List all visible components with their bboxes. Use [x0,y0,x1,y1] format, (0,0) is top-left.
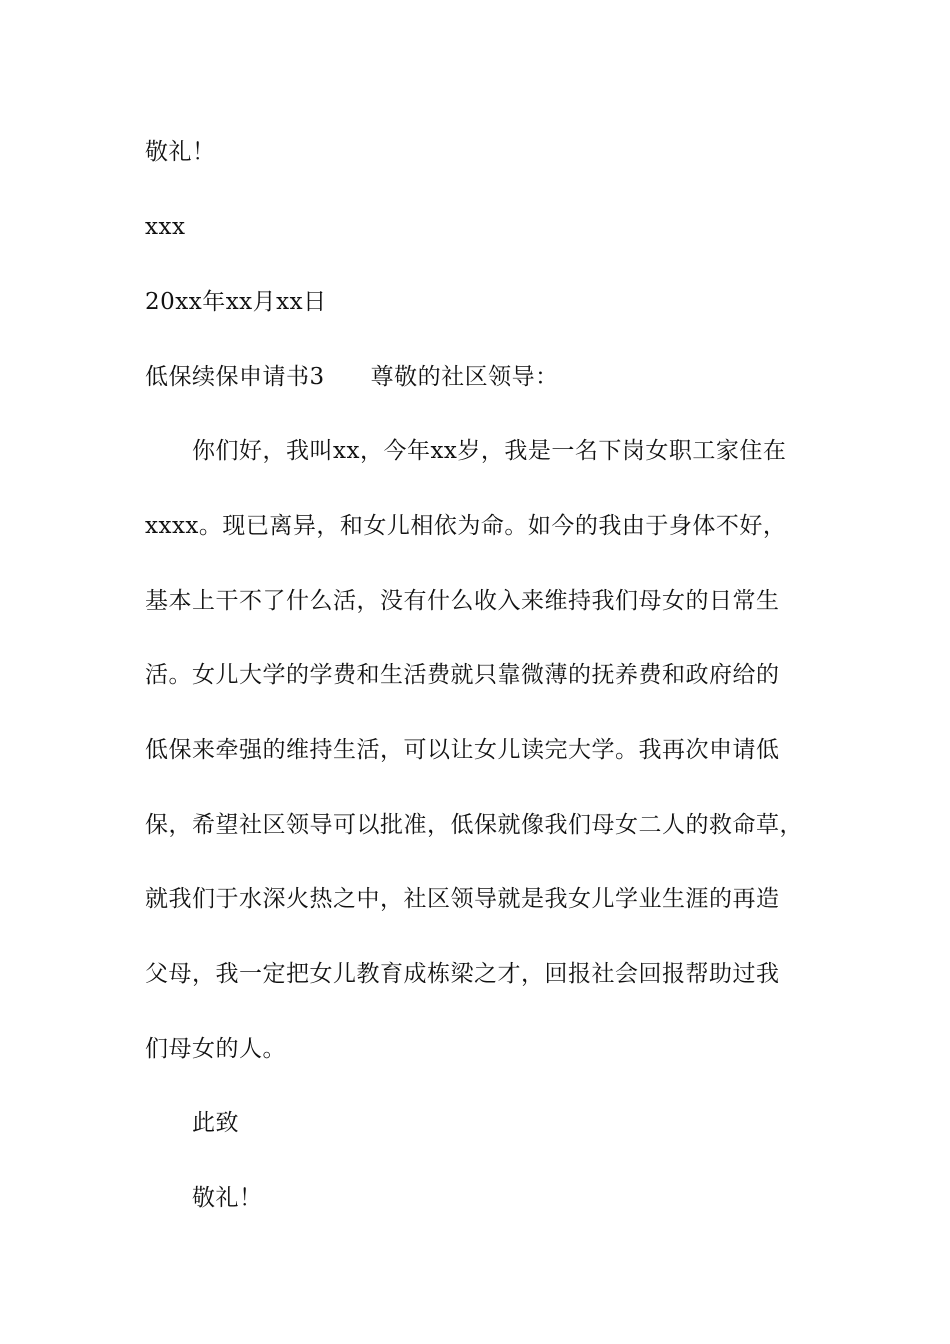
closing-regards: 此致 [192,1110,239,1136]
body-line: 基本上干不了什么活，没有什么收入来维持我们母女的日常生 [145,588,780,614]
body-line: 活。女儿大学的学费和生活费就只靠微薄的抚养费和政府给的 [145,662,780,688]
letter-title: 低保续保申请书3 [145,364,325,390]
body-line: 父母，我一定把女儿教育成栋梁之才，回报社会回报帮助过我 [145,961,780,987]
body-line: 就我们于水深火热之中，社区领导就是我女儿学业生涯的再造 [145,886,780,912]
closing-salute-top: 敬礼！ [145,139,216,165]
body-line: 保，希望社区领导可以批准，低保就像我们母女二人的救命草， [145,812,803,838]
body-line: 你们好，我叫xx，今年xx岁，我是一名下岗女职工家住在 [192,438,787,464]
heading-line [145,362,559,392]
closing-salute: 敬礼！ [192,1185,263,1211]
signer-name: xxx [145,214,186,240]
body-line: 们母女的人。 [145,1036,286,1062]
body-line: xxxx。现已离异，和女儿相依为命。如今的我由于身体不好， [145,513,787,539]
body-line: 低保来牵强的维持生活，可以让女儿读完大学。我再次申请低 [145,737,780,763]
salutation: 尊敬的社区领导： [370,364,559,390]
letter-date: 20xx年xx月xx日 [145,289,327,315]
